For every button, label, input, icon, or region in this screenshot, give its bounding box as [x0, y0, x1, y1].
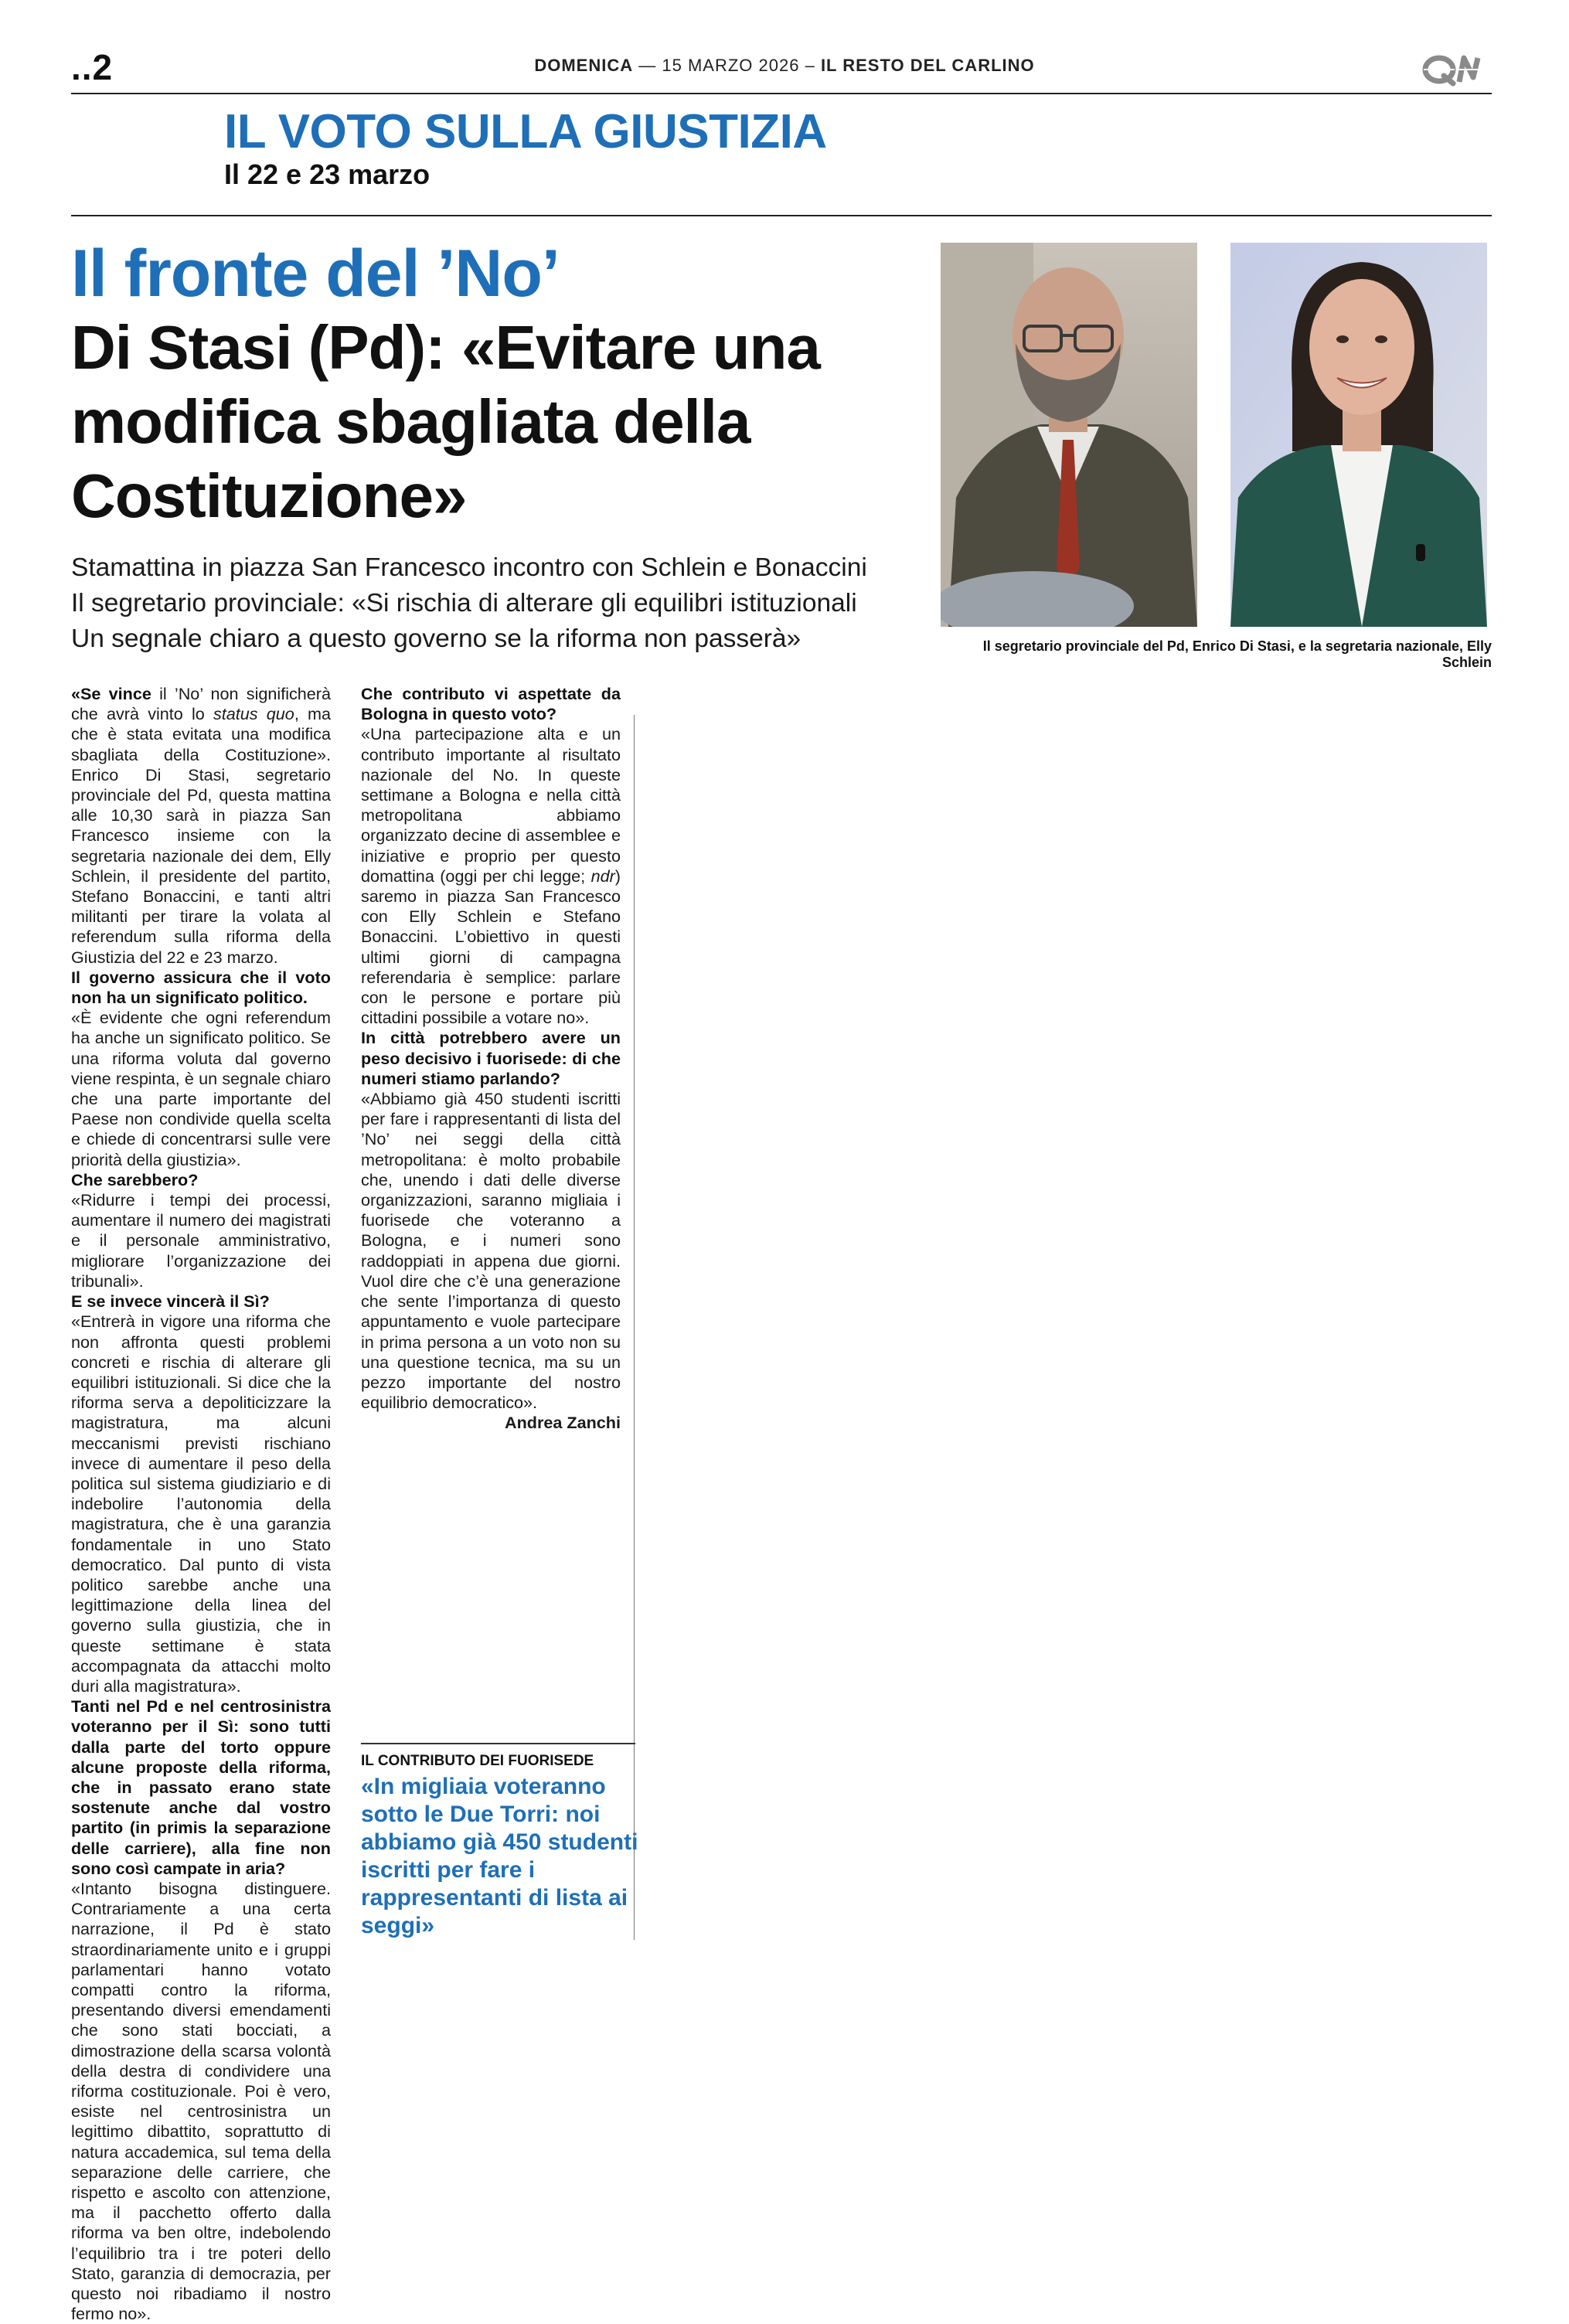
article-column-2 [361, 684, 621, 1434]
author-byline: Andrea Zanchi [505, 1413, 621, 1433]
photo-di-stasi [941, 243, 1197, 627]
interview-question: Il governo assicura che il voto non ha un significato politico. [71, 967, 331, 1008]
article-lead [71, 684, 331, 968]
interview-answer: «È evidente che ogni referendum ha anche un significato politico. Se una riforma voluta dal governo viene respinta, è un segnale chiaro che una parte importante del Paese non condivide quella scelta e chiede di concentrarsi sulle vere priorità della giustizia». [71, 1008, 331, 1169]
answer-text: ) saremo in piazza San Francesco con Elly Schlein e Stefano Bonaccini. L’obiettivo in questi ultimi giorni di campagna referendaria è semplice: parlare con le persone e portare più cittadini possibile a votare no». [361, 866, 621, 1028]
answer-italic: ndr [591, 866, 615, 886]
interview-question: Che contributo vi aspettate da Bologna in questo voto? [361, 684, 621, 724]
folio-line [0, 56, 1569, 76]
subheadline-line: Il segretario provinciale: «Si rischia di alterare gli equilibri istituzionali [71, 589, 857, 618]
interview-answer: «Entrerà in vigore una riforma che non affronta questi problemi concreti e rischia di alterare gli equilibri istituzionali. Si dice che la riforma serva a depoliticizzare la magistratura, ma alcuni meccanismi previsti rischiano invece di aumentare il peso della politica sul sistema giudiziario e di indebolire l’autonomia della magistratura, che è una garanzia fondamentale in uno Stato democratico. Dal punto di vista politico sarebbe anche una legittimazione della linea del governo sulla giustizia, che in queste settimane è stata accompagnata da attacchi molto duri alla magistratura». [71, 1312, 331, 1696]
section-subtitle: Il 22 e 23 marzo [224, 158, 431, 190]
folio-date: 15 MARZO 2026 [662, 56, 800, 75]
header-rule [71, 93, 1492, 94]
interview-question: Che sarebbero? [71, 1169, 199, 1189]
answer-text: «Una partecipazione alta e un contributo importante al risultato nazionale del No. In queste settimane a Bologna e nella città metropolitana abbiamo organizzato decine di assemblee e iniziative e proprio per questo domattina (oggi per chi legge; [361, 724, 621, 886]
subheadline [71, 550, 944, 657]
article-column-1 [71, 684, 331, 2324]
box-rule [361, 1743, 635, 1744]
column-divider [634, 715, 635, 1940]
interview-question: In città potrebbero avere un peso decisivo i fuorisede: di che numeri stiamo parlando? [361, 1028, 621, 1088]
folio-newspaper: IL RESTO DEL CARLINO [820, 56, 1035, 75]
headline: Di Stasi (Pd): «Evitare una modifica sbagliata della Costituzione» [71, 313, 820, 530]
lead-bold: «Se vince [71, 684, 151, 703]
folio-day: DOMENICA [534, 56, 634, 75]
interview-answer: «Intanto bisogna distinguere. Contrariamente a una certa narrazione, il Pd è stato straordinariamente unito e i gruppi parlamentari hanno votato compatti contro la riforma, presentando diversi emendamenti che sono stati bocciati, a dimostrazione della scarsa volontà della destra di condividere una riforma costituzionale. Poi è vero, esiste nel centrosinistra un legittimo dibattito, soprattutto di natura accademica, sul tema della separazione delle carriere, che rispetto e ascolto con attenzione, ma il pacchetto offerto dalla riforma va ben oltre, indebolendo l’equilibrio tra i tre poteri dello Stato, garanzia di democrazia, per questo noi ribadiamo il nostro fermo no». [71, 1878, 331, 2324]
subheadline-line: Un segnale chiaro a questo governo se la riforma non passerà» [71, 624, 802, 653]
interview-answer: «Ridurre i tempi dei processi, aumentare il numero dei magistrati e il personale amministrativo, migliorare l’organizzazione dei tribunali». [71, 1190, 331, 1291]
folio-sep: — [638, 56, 662, 75]
headline-kicker: Il fronte del ’No’ [71, 236, 560, 311]
photo-schlein [1230, 243, 1487, 627]
box-label: IL CONTRIBUTO DEI FUORISEDE [361, 1753, 594, 1769]
section-title: IL VOTO SULLA GIUSTIZIA [224, 105, 827, 158]
qn-logo [1422, 53, 1490, 87]
lead-text: , ma che è stata evitata una modifica sbagliata della Costituzione». Enrico Di Stasi, segretario provinciale del Pd, questa mattina alle 10,30 sarà in piazza San Francesco insieme con la segretaria nazionale dei dem, Elly Schlein, il presidente del partito, Stefano Bonaccini, e tanti altri militanti per tirare la volata al referendum sulla riforma della Giustizia del 22 e 23 marzo. [71, 704, 331, 967]
section-rule [71, 215, 1492, 216]
box-quote: «In migliaia voteranno sotto le Due Torri: noi abbiamo già 450 studenti iscritti per fare i rappresentanti di lista ai seggi» [361, 1774, 638, 1938]
qn-logo-graphic [1422, 53, 1490, 87]
lead-text: il ’No’ non significherà che avrà vinto lo [71, 684, 332, 724]
interview-question: E se invece vincerà il Sì? [71, 1291, 270, 1312]
interview-answer: «Abbiamo già 450 studenti iscritti per fare i rappresentanti di lista del ’No’ nei seggi della città metropolitana: è molto probabile che, unendo i dati delle diverse organizzazioni, saranno migliaia i fuorisede che voteranno a Bologna, e i numeri sono raddoppiati in appena due giorni. Vuol dire che c’è una generazione che sente l’importanza di questo appuntamento e vuole partecipare in prima persona a un voto non su una questione tecnica, ma su un pezzo importante del nostro equilibrio democratico». [361, 1089, 621, 1413]
subheadline-line: Stamattina in piazza San Francesco incontro con Schlein e Bonaccini [71, 553, 867, 582]
photo-caption: Il segretario provinciale del Pd, Enrico Di Stasi, e la segretaria nazionale, Elly Schlein [982, 638, 1492, 670]
page-number: ..2 [71, 47, 114, 87]
folio-sep: – [805, 56, 821, 75]
interview-answer [361, 724, 621, 1028]
interview-question: Tanti nel Pd e nel centrosinistra voteranno per il Sì: sono tutti dalla parte del torto oppure alcune proposte della riforma, che in passato erano state sostenute anche dal vostro partito (in primis la separazione delle carriere), alla fine non sono così campate in aria? [71, 1696, 331, 1878]
lead-italic: status quo [213, 704, 294, 724]
